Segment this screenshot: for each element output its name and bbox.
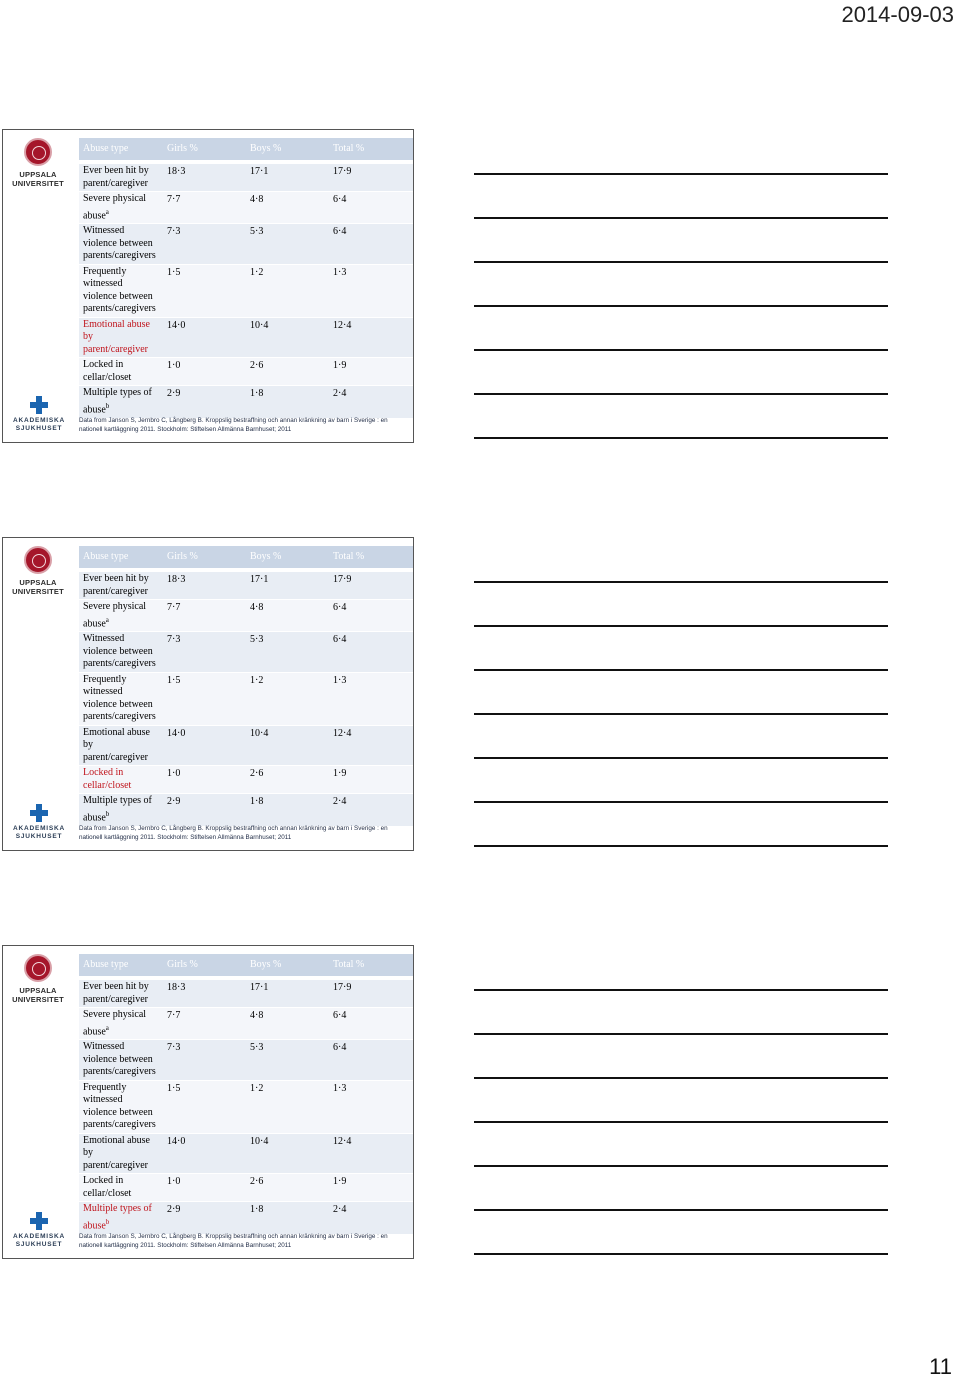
column-header: Girls % [163, 546, 246, 570]
abuse-type-cell [79, 1174, 163, 1202]
total-percent-cell: 1·3 [329, 672, 413, 725]
uppsala-university-logo [11, 546, 65, 596]
hospital-logo-text: SJUKHUSET [15, 425, 63, 432]
girls-percent-cell: 14·0 [163, 317, 246, 358]
akademiska-sjukhuset-logo [9, 396, 69, 433]
abuse-type-text: witnessed [83, 1094, 123, 1106]
university-logo-text: UPPSALA [19, 170, 57, 179]
note-line [474, 1121, 888, 1123]
abuse-type-text: violence between [83, 290, 153, 302]
university-logo-text: UPPSALA [19, 986, 57, 995]
girls-percent-cell: 7·7 [163, 600, 246, 632]
abuse-type-text: Emotional abuse [83, 1134, 150, 1146]
abuse-type-text: Witnessed [83, 225, 125, 237]
abuse-type-text: abuse [83, 812, 106, 824]
abuse-type-cell [79, 386, 163, 418]
table-row [79, 1080, 413, 1133]
total-percent-cell: 1·3 [329, 264, 413, 317]
abuse-type-text: parents/caregivers [83, 711, 156, 723]
abuse-type-text: parents/caregivers [83, 1066, 156, 1078]
girls-percent-cell: 1·5 [163, 264, 246, 317]
note-line [474, 305, 888, 307]
abuse-type-cell [79, 725, 163, 766]
boys-percent-cell: 17·1 [246, 570, 329, 600]
girls-percent-cell: 1·5 [163, 1080, 246, 1133]
girls-percent-cell: 2·9 [163, 386, 246, 418]
girls-percent-cell: 1·5 [163, 672, 246, 725]
abuse-type-text: parent/caregiver [83, 585, 148, 597]
girls-percent-cell: 18·3 [163, 162, 246, 192]
abuse-type-cell [79, 162, 163, 192]
abuse-type-cell [79, 1202, 163, 1234]
abuse-type-text: Emotional abuse [83, 726, 150, 738]
slide-1 [2, 129, 414, 443]
boys-percent-cell: 10·4 [246, 1133, 329, 1174]
girls-percent-cell: 2·9 [163, 1202, 246, 1234]
total-percent-cell: 6·4 [329, 224, 413, 265]
column-header: Total % [329, 954, 413, 978]
column-header: Girls % [163, 138, 246, 162]
girls-percent-cell: 14·0 [163, 725, 246, 766]
boys-percent-cell: 1·8 [246, 794, 329, 826]
total-percent-cell: 2·4 [329, 386, 413, 418]
page-number: 11 [929, 1354, 952, 1379]
abuse-type-text: cellar/closet [83, 779, 132, 791]
footnote-marker: b [105, 401, 110, 410]
table-header-row [79, 954, 413, 978]
girls-percent-cell: 7·7 [163, 1008, 246, 1040]
abuse-type-text: Locked in [83, 767, 124, 779]
note-line [474, 261, 888, 263]
girls-percent-cell: 1·0 [163, 766, 246, 794]
boys-percent-cell: 17·1 [246, 162, 329, 192]
hospital-logo-text: AKADEMISKA [12, 825, 66, 832]
table-row [79, 1174, 413, 1202]
abuse-type-text: witnessed [83, 686, 123, 698]
boys-percent-cell: 2·6 [246, 358, 329, 386]
boys-percent-cell: 4·8 [246, 600, 329, 632]
university-seal-icon [24, 546, 52, 574]
abuse-type-text: parents/caregivers [83, 658, 156, 670]
total-percent-cell: 1·9 [329, 766, 413, 794]
abuse-type-text: violence between [83, 1106, 153, 1118]
abuse-type-text: parents/caregivers [83, 250, 156, 262]
boys-percent-cell: 2·6 [246, 1174, 329, 1202]
abuse-type-cell [79, 1040, 163, 1081]
boys-percent-cell: 5·3 [246, 1040, 329, 1081]
table-row [79, 766, 413, 794]
abuse-type-cell [79, 192, 163, 224]
abuse-type-text: Severe physical [83, 601, 147, 612]
column-header: Boys % [246, 546, 329, 570]
abuse-type-text: Severe physical [83, 1009, 147, 1020]
note-line [474, 801, 888, 803]
note-line [474, 1077, 888, 1079]
abuse-type-cell [79, 632, 163, 673]
abuse-type-cell [79, 1080, 163, 1133]
abuse-type-text: parents/caregivers [83, 1119, 156, 1131]
boys-percent-cell: 2·6 [246, 766, 329, 794]
boys-percent-cell: 1·8 [246, 386, 329, 418]
abuse-type-text: abuse [83, 209, 106, 221]
girls-percent-cell: 14·0 [163, 1133, 246, 1174]
abuse-type-text: Severe physical [83, 193, 147, 204]
table-row [79, 725, 413, 766]
table-row [79, 1008, 413, 1040]
footnote-marker: a [105, 615, 109, 624]
abuse-type-text: abuse [83, 1025, 106, 1037]
slide-2 [2, 537, 414, 851]
university-logo-text: UNIVERSITET [12, 586, 64, 596]
total-percent-cell: 6·4 [329, 1040, 413, 1081]
table-row [79, 386, 413, 418]
akademiska-sjukhuset-logo [9, 1212, 69, 1249]
hospital-cross-icon [30, 804, 48, 822]
abuse-type-text: abuse [83, 1220, 106, 1232]
boys-percent-cell: 10·4 [246, 725, 329, 766]
boys-percent-cell: 1·8 [246, 1202, 329, 1234]
boys-percent-cell: 4·8 [246, 192, 329, 224]
total-percent-cell: 6·4 [329, 600, 413, 632]
abuse-type-cell [79, 317, 163, 358]
table-row [79, 317, 413, 358]
total-percent-cell: 6·4 [329, 192, 413, 224]
boys-percent-cell: 5·3 [246, 224, 329, 265]
boys-percent-cell: 1·2 [246, 264, 329, 317]
footnote-marker: a [105, 1023, 109, 1032]
hospital-logo-text: AKADEMISKA [12, 417, 66, 424]
note-line [474, 1253, 888, 1255]
note-line [474, 669, 888, 671]
girls-percent-cell: 1·0 [163, 1174, 246, 1202]
table-row [79, 600, 413, 632]
abuse-type-text: violence between [83, 698, 153, 710]
abuse-type-cell [79, 794, 163, 826]
abuse-type-text: violence between [83, 237, 153, 249]
total-percent-cell: 12·4 [329, 317, 413, 358]
abuse-statistics-table [79, 138, 413, 419]
abuse-type-text: Witnessed [83, 633, 125, 645]
total-percent-cell: 17·9 [329, 162, 413, 192]
table-row [79, 794, 413, 826]
abuse-type-text: witnessed [83, 278, 123, 290]
abuse-type-cell [79, 672, 163, 725]
abuse-type-cell [79, 1008, 163, 1040]
abuse-type-text: Ever been hit by [83, 981, 149, 992]
source-citation: Data from Janson S, Jernbro C, Långberg B. Kroppslig bestraffning och annan kränkning av barn i Sverige : en nationell kartläggning 2011. Stockholm: Stiftelsen Allmänna Barnhuset; 2011 [79, 417, 388, 433]
girls-percent-cell: 7·7 [163, 192, 246, 224]
footnote-marker: a [105, 207, 109, 216]
column-header: Abuse type [79, 954, 163, 978]
footnote-marker: b [105, 1217, 110, 1226]
abuse-type-cell [79, 358, 163, 386]
hospital-logo-text: SJUKHUSET [15, 1241, 63, 1248]
university-logo-text: UNIVERSITET [12, 994, 64, 1004]
note-line [474, 989, 888, 991]
abuse-type-text: cellar/closet [83, 371, 132, 383]
girls-percent-cell: 18·3 [163, 570, 246, 600]
note-line [474, 217, 888, 219]
note-line [474, 173, 888, 175]
table-row [79, 192, 413, 224]
footnote-marker: b [105, 809, 110, 818]
note-line [474, 1209, 888, 1211]
note-line [474, 1033, 888, 1035]
abuse-type-text: parent/caregiver [83, 343, 148, 355]
abuse-type-text: parent/caregiver [83, 177, 148, 189]
abuse-type-cell [79, 600, 163, 632]
hospital-cross-icon [30, 396, 48, 414]
note-line [474, 757, 888, 759]
abuse-type-text: Emotional abuse [83, 318, 150, 330]
total-percent-cell: 12·4 [329, 1133, 413, 1174]
table-row [79, 672, 413, 725]
column-header: Abuse type [79, 138, 163, 162]
table-row [79, 978, 413, 1008]
total-percent-cell: 2·4 [329, 794, 413, 826]
boys-percent-cell: 17·1 [246, 978, 329, 1008]
girls-percent-cell: 7·3 [163, 1040, 246, 1081]
table-row [79, 162, 413, 192]
university-logo-text: UNIVERSITET [12, 178, 64, 188]
source-citation: Data from Janson S, Jernbro C, Långberg B. Kroppslig bestraffning och annan kränkning av barn i Sverige : en nationell kartläggning 2011. Stockholm: Stiftelsen Allmänna Barnhuset; 2011 [79, 1233, 388, 1249]
column-header: Boys % [246, 138, 329, 162]
table-row [79, 224, 413, 265]
total-percent-cell: 17·9 [329, 978, 413, 1008]
uppsala-university-logo [11, 138, 65, 188]
abuse-type-text: by [83, 1147, 93, 1159]
abuse-type-text: violence between [83, 645, 153, 657]
table-row [79, 1040, 413, 1081]
note-line [474, 437, 888, 439]
abuse-type-text: parent/caregiver [83, 993, 148, 1005]
table-row [79, 1133, 413, 1174]
table-row [79, 570, 413, 600]
abuse-type-text: Ever been hit by [83, 573, 149, 584]
girls-percent-cell: 18·3 [163, 978, 246, 1008]
table-row [79, 632, 413, 673]
girls-percent-cell: 7·3 [163, 224, 246, 265]
abuse-type-text: abuse [83, 617, 106, 629]
total-percent-cell: 1·3 [329, 1080, 413, 1133]
note-line [474, 1165, 888, 1167]
abuse-type-text: by [83, 331, 93, 343]
note-line [474, 713, 888, 715]
column-header: Total % [329, 138, 413, 162]
abuse-type-text: Multiple types of [83, 1203, 152, 1215]
boys-percent-cell: 4·8 [246, 1008, 329, 1040]
hospital-cross-icon [30, 1212, 48, 1230]
table-header-row [79, 546, 413, 570]
abuse-type-text: abuse [83, 404, 106, 416]
girls-percent-cell: 7·3 [163, 632, 246, 673]
total-percent-cell: 1·9 [329, 1174, 413, 1202]
abuse-type-text: Multiple types of [83, 795, 152, 807]
abuse-type-text: parent/caregiver [83, 1159, 148, 1171]
abuse-type-cell [79, 224, 163, 265]
hospital-logo-text: AKADEMISKA [12, 1233, 66, 1240]
slide-3 [2, 945, 414, 1259]
akademiska-sjukhuset-logo [9, 804, 69, 841]
boys-percent-cell: 1·2 [246, 672, 329, 725]
total-percent-cell: 17·9 [329, 570, 413, 600]
boys-percent-cell: 1·2 [246, 1080, 329, 1133]
note-line [474, 625, 888, 627]
note-line [474, 845, 888, 847]
abuse-type-text: Frequently [83, 1081, 127, 1093]
total-percent-cell: 2·4 [329, 1202, 413, 1234]
note-line [474, 393, 888, 395]
total-percent-cell: 6·4 [329, 632, 413, 673]
column-header: Total % [329, 546, 413, 570]
abuse-type-cell [79, 978, 163, 1008]
girls-percent-cell: 1·0 [163, 358, 246, 386]
abuse-type-text: violence between [83, 1053, 153, 1065]
column-header: Abuse type [79, 546, 163, 570]
boys-percent-cell: 5·3 [246, 632, 329, 673]
hospital-logo-text: SJUKHUSET [15, 833, 63, 840]
total-percent-cell: 1·9 [329, 358, 413, 386]
abuse-type-cell [79, 766, 163, 794]
abuse-type-cell [79, 264, 163, 317]
abuse-type-text: parents/caregivers [83, 303, 156, 315]
girls-percent-cell: 2·9 [163, 794, 246, 826]
university-logo-text: UPPSALA [19, 578, 57, 587]
table-row [79, 358, 413, 386]
abuse-type-text: Locked in [83, 359, 124, 371]
university-seal-icon [24, 954, 52, 982]
abuse-type-text: Multiple types of [83, 387, 152, 399]
abuse-type-text: Frequently [83, 673, 127, 685]
abuse-type-text: Frequently [83, 265, 127, 277]
uppsala-university-logo [11, 954, 65, 1004]
abuse-type-text: Witnessed [83, 1041, 125, 1053]
note-line [474, 349, 888, 351]
total-percent-cell: 6·4 [329, 1008, 413, 1040]
abuse-type-text: cellar/closet [83, 1187, 132, 1199]
abuse-type-text: parent/caregiver [83, 751, 148, 763]
note-line [474, 581, 888, 583]
source-citation: Data from Janson S, Jernbro C, Långberg B. Kroppslig bestraffning och annan kränkning av barn i Sverige : en nationell kartläggning 2011. Stockholm: Stiftelsen Allmänna Barnhuset; 2011 [79, 825, 388, 841]
table-row [79, 1202, 413, 1234]
abuse-type-cell [79, 570, 163, 600]
boys-percent-cell: 10·4 [246, 317, 329, 358]
abuse-type-text: by [83, 739, 93, 751]
abuse-statistics-table [79, 546, 413, 827]
column-header: Girls % [163, 954, 246, 978]
table-row [79, 264, 413, 317]
abuse-statistics-table [79, 954, 413, 1235]
total-percent-cell: 12·4 [329, 725, 413, 766]
abuse-type-cell [79, 1133, 163, 1174]
abuse-type-text: Locked in [83, 1175, 124, 1187]
university-seal-icon [24, 138, 52, 166]
abuse-type-text: Ever been hit by [83, 165, 149, 176]
page-date: 2014-09-03 [841, 2, 954, 27]
table-header-row [79, 138, 413, 162]
column-header: Boys % [246, 954, 329, 978]
